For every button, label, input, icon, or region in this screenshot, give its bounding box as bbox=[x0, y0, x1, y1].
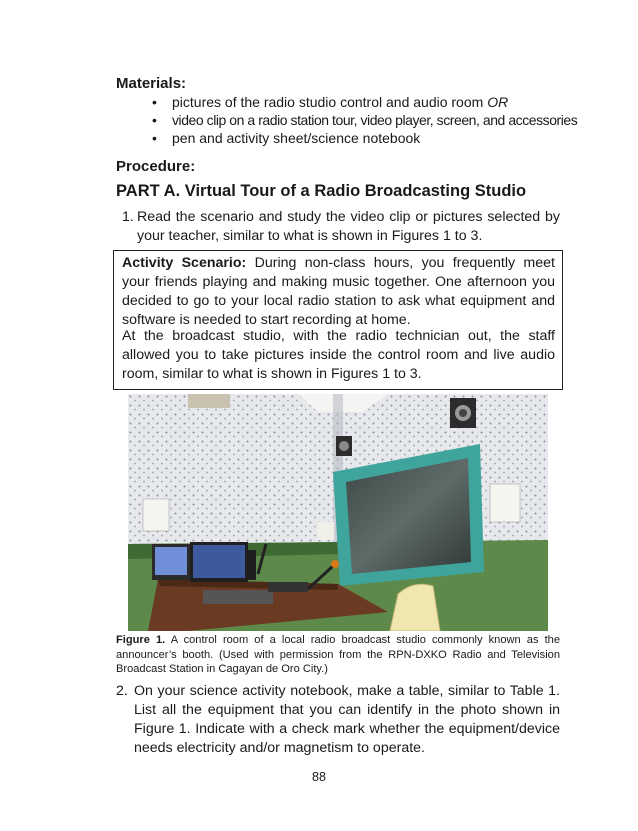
materials-heading: Materials: bbox=[116, 75, 187, 92]
figure-1-caption bbox=[116, 633, 560, 677]
bullet-icon: • bbox=[152, 112, 157, 128]
figure-1-caption-text: A control room of a local radio broadcast studio commonly known as the announcer’s booth. (Used with permission from the RPN-DXKO Radio and Television Broadcast Station in Cagayan de Oro City.) bbox=[116, 634, 560, 675]
scenario-paragraph-1 bbox=[122, 254, 555, 330]
part-a-title: PART A. Virtual Tour of a Radio Broadcasting Studio bbox=[116, 182, 527, 200]
step-2-number: 2. bbox=[116, 683, 128, 699]
materials-item-text: pen and activity sheet/science notebook bbox=[172, 130, 421, 146]
materials-item-or: OR bbox=[487, 94, 509, 110]
procedure-heading: Procedure: bbox=[116, 158, 196, 175]
bullet-icon: • bbox=[152, 94, 157, 110]
bullet-icon: • bbox=[152, 130, 157, 146]
step-1-text: Read the scenario and study the video clip or pictures selected by your teacher, similar to what is shown in Figures 1 to 3. bbox=[137, 209, 560, 244]
materials-item-text: video clip on a radio station tour, video player, screen, and accessories bbox=[172, 112, 578, 128]
scenario-text-1: During non-class hours, you frequently meet your friends playing and making music together. One afternoon you decided to go to your local radio station to ask what equipment and software is needed to start recording at home. bbox=[122, 255, 555, 328]
step-1-number: 1. bbox=[122, 209, 134, 225]
step-2-text: On your science activity notebook, make a table, similar to Table 1. List all the equipment that you can identify in the photo shown in Figure 1. Indicate with a check mark whether the equipment/device needs electricity and/or magnetism to operate. bbox=[134, 683, 560, 756]
scenario-label: Activity Scenario: bbox=[122, 255, 247, 271]
activity-scenario-box bbox=[113, 250, 563, 390]
radio-studio-control-room-image bbox=[128, 394, 548, 631]
scenario-paragraph-2: At the broadcast studio, with the radio technician out, the staff allowed you to take pictures inside the control room and live audio room, similar to what is shown in Figures 1 to 3. bbox=[122, 328, 555, 382]
figure-1-photo bbox=[128, 394, 548, 631]
figure-1-label: Figure 1. bbox=[116, 634, 166, 646]
page-number: 88 bbox=[312, 770, 326, 784]
materials-item-text: pictures of the radio studio control and audio room bbox=[172, 94, 488, 110]
